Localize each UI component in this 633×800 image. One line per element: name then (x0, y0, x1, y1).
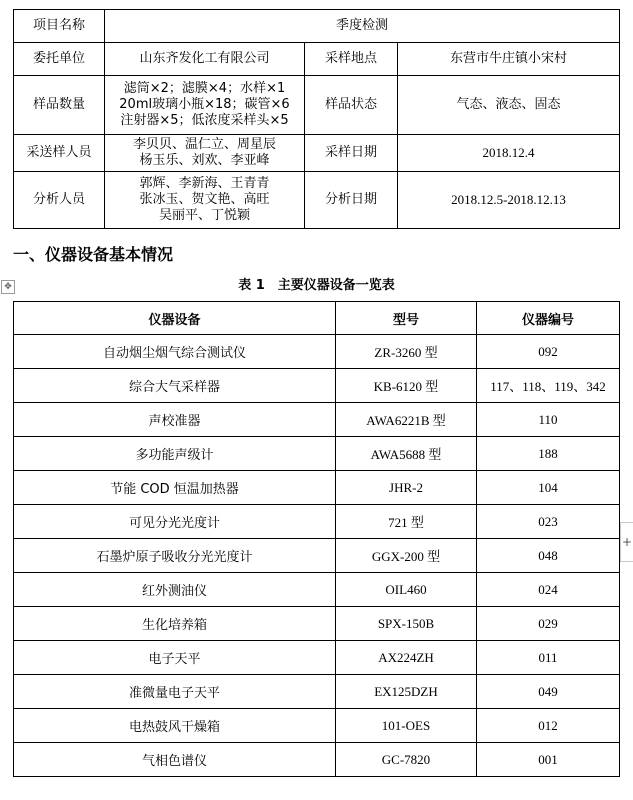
table-move-handle-icon[interactable]: ✥ (1, 280, 15, 294)
sender-row (14, 135, 620, 172)
equipment-name: 可见分光光度计 (14, 505, 336, 539)
sender-line: 杨玉乐、刘欢、李亚峰 (139, 153, 270, 168)
state-value: 气态、液态、固态 (398, 76, 620, 135)
equipment-name: 综合大气采样器 (14, 369, 336, 403)
client-row (14, 43, 620, 76)
equipment-number: 110 (477, 403, 620, 437)
add-row-icon[interactable]: + (620, 522, 633, 562)
equipment-name: 节能 COD 恒温加热器 (14, 471, 336, 505)
table-row (14, 437, 620, 471)
equipment-model: EX125DZH (336, 675, 477, 709)
section-heading: 一、仪器设备基本情况 (13, 245, 174, 264)
table-row (14, 369, 620, 403)
equipment-number: 029 (477, 607, 620, 641)
equipment-number: 188 (477, 437, 620, 471)
equipment-number: 024 (477, 573, 620, 607)
client-label: 委托单位 (14, 43, 105, 76)
analyst-label: 分析人员 (14, 172, 105, 229)
equipment-model: OIL460 (336, 573, 477, 607)
analyst-line: 吴丽平、丁悦颖 (158, 208, 250, 223)
equipment-model: GC-7820 (336, 743, 477, 777)
equipment-model: KB-6120 型 (336, 369, 477, 403)
equipment-name: 红外测油仪 (14, 573, 336, 607)
project-row (14, 10, 620, 43)
equipment-number: 001 (477, 743, 620, 777)
table-row (14, 505, 620, 539)
table-row (14, 607, 620, 641)
table-row (14, 539, 620, 573)
equipment-name: 准微量电子天平 (14, 675, 336, 709)
equipment-model: AX224ZH (336, 641, 477, 675)
equipment-number: 049 (477, 675, 620, 709)
header-number: 仪器编号 (477, 302, 620, 335)
sender-value (105, 135, 305, 172)
equipment-name: 生化培养箱 (14, 607, 336, 641)
equipment-model: SPX-150B (336, 607, 477, 641)
quantity-label: 样品数量 (14, 76, 105, 135)
equipment-number: 023 (477, 505, 620, 539)
equipment-number: 048 (477, 539, 620, 573)
equipment-name: 电热鼓风干燥箱 (14, 709, 336, 743)
table-row (14, 471, 620, 505)
analysis-date-value: 2018.12.5-2018.12.13 (398, 172, 620, 229)
table-row (14, 641, 620, 675)
analyst-line: 郭辉、李新海、王青青 (139, 176, 270, 191)
analyst-value (105, 172, 305, 229)
equipment-number: 011 (477, 641, 620, 675)
quantity-line: 20ml玻璃小瓶×18；碳管×6 (119, 97, 290, 112)
equipment-name: 气相色谱仪 (14, 743, 336, 777)
equipment-model: JHR-2 (336, 471, 477, 505)
quantity-line: 滤筒×2；滤膜×4；水样×1 (123, 81, 286, 96)
equipment-model: AWA5688 型 (336, 437, 477, 471)
equipment-table (13, 301, 620, 777)
equipment-model: AWA6221B 型 (336, 403, 477, 437)
project-info-table (13, 9, 620, 229)
equipment-model: GGX-200 型 (336, 539, 477, 573)
equipment-name: 石墨炉原子吸收分光光度计 (14, 539, 336, 573)
table-row (14, 403, 620, 437)
sender-line: 李贝贝、温仁立、周星辰 (132, 137, 276, 152)
table-row (14, 335, 620, 369)
equipment-number: 092 (477, 335, 620, 369)
analysis-date-label: 分析日期 (305, 172, 398, 229)
quantity-line: 注射器×5；低浓度采样头×5 (120, 113, 289, 128)
equipment-number: 012 (477, 709, 620, 743)
site-label: 采样地点 (305, 43, 398, 76)
equipment-header-row (14, 302, 620, 335)
table-caption: 表 1 主要仪器设备一览表 (238, 278, 395, 293)
quantity-row (14, 76, 620, 135)
header-model: 型号 (336, 302, 477, 335)
equipment-model: 721 型 (336, 505, 477, 539)
equipment-name: 电子天平 (14, 641, 336, 675)
table-row (14, 709, 620, 743)
equipment-number: 104 (477, 471, 620, 505)
equipment-name: 声校准器 (14, 403, 336, 437)
equipment-model: ZR-3260 型 (336, 335, 477, 369)
equipment-model: 101-OES (336, 709, 477, 743)
sender-label: 采送样人员 (14, 135, 105, 172)
table-row (14, 573, 620, 607)
equipment-number: 117、118、119、342 (477, 369, 620, 403)
equipment-name: 多功能声级计 (14, 437, 336, 471)
sample-date-value: 2018.12.4 (398, 135, 620, 172)
header-equipment: 仪器设备 (14, 302, 336, 335)
table-row (14, 675, 620, 709)
project-value: 季度检测 (105, 10, 620, 43)
equipment-name: 自动烟尘烟气综合测试仪 (14, 335, 336, 369)
sample-date-label: 采样日期 (305, 135, 398, 172)
table-row (14, 743, 620, 777)
client-value: 山东齐发化工有限公司 (105, 43, 305, 76)
quantity-value (105, 76, 305, 135)
state-label: 样品状态 (305, 76, 398, 135)
site-value: 东营市牛庄镇小宋村 (398, 43, 620, 76)
analyst-row (14, 172, 620, 229)
analyst-line: 张冰玉、贺文艳、高旺 (139, 192, 270, 207)
project-label: 项目名称 (14, 10, 105, 43)
equipment-table-body (14, 335, 620, 777)
